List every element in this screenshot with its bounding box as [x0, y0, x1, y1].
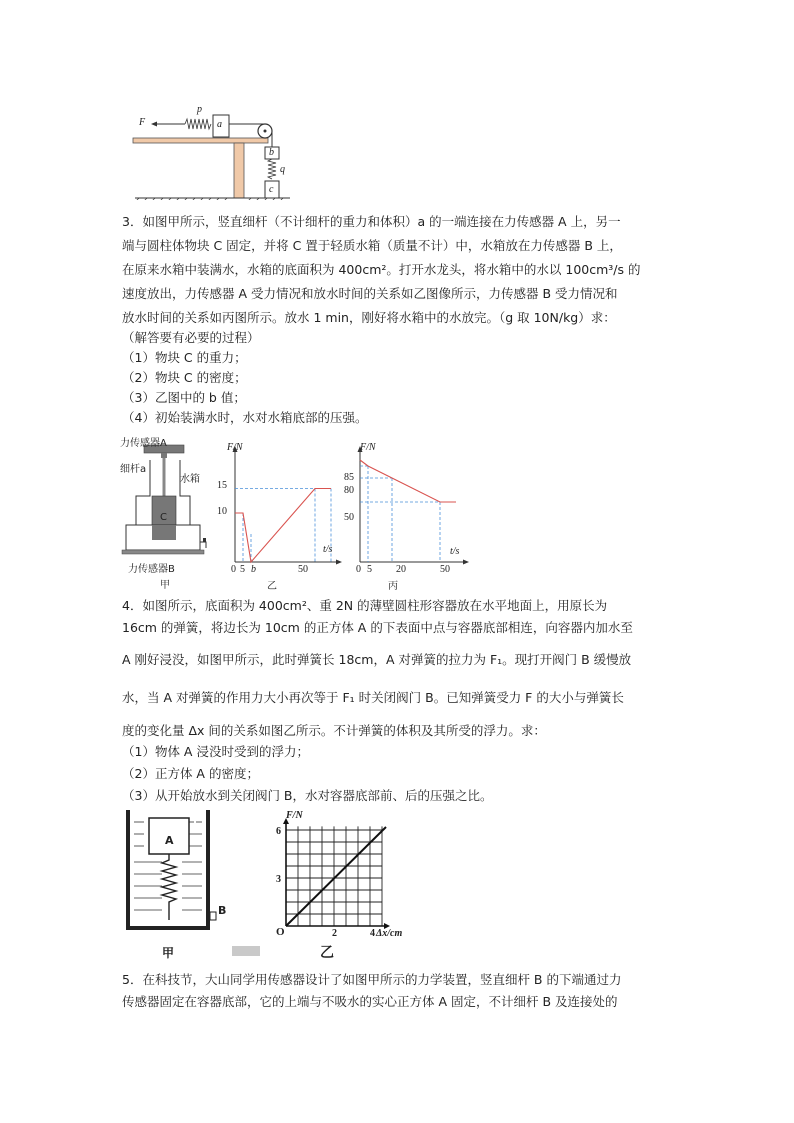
caption-jia: 甲: [160, 580, 170, 591]
q3-line: 放水时间的关系如丙图所示。放水 1 min，刚好将水箱中的水放完。（g 取 10N/kg）求：: [122, 310, 616, 325]
q3-line: （1）物块 C 的重力；: [122, 350, 247, 365]
q3-line: 3．如图甲所示，竖直细杆（不计细杆的重力和体积）a 的一端连接在力传感器 A 上，另一: [122, 214, 621, 229]
figure-spring-pulley: [125, 100, 295, 200]
x-axis-label: Δx/cm: [376, 928, 403, 939]
y-tick-label: 6: [276, 826, 281, 837]
y-tick-label: 15: [217, 480, 227, 491]
y-tick-label: 10: [217, 506, 227, 517]
label-p: p: [197, 104, 202, 115]
x-tick-label: b: [251, 564, 256, 575]
chart-grid-svg: [270, 814, 410, 964]
x-axis-label: t/s: [450, 546, 460, 557]
series-line: [360, 460, 456, 502]
y-tick-label: 85: [344, 472, 354, 483]
caption-yi: 乙: [320, 945, 334, 961]
q3-chart-bing: [342, 440, 472, 590]
q4-line: 16cm 的弹簧，将边长为 10cm 的正方体 A 的下表面中点与容器底部相连，向容器内加水至: [122, 620, 633, 635]
label-c: c: [269, 184, 274, 195]
q3-line: （3）乙图中的 b 值；: [122, 390, 246, 405]
x-tick-label: 5: [240, 564, 245, 575]
q3-line: 速度放出，力传感器 A 受力情况和放水时间的关系如乙图像所示，力传感器 B 受力情况和: [122, 286, 618, 301]
label-valve-b: B: [218, 904, 227, 917]
label-sensor-a: 力传感器A: [120, 438, 167, 449]
q5-line: 5．在科技节，大山同学用传感器设计了如图甲所示的力学装置，竖直细杆 B 的下端通过力: [122, 972, 622, 987]
q4-figure-jia: [122, 808, 232, 964]
label-block-a: A: [165, 834, 174, 847]
q4-line: （1）物体 A 浸没时受到的浮力；: [122, 744, 309, 759]
q3-line: 端与圆柱体物块 C 固定，并将 C 置于轻质水箱（质量不计）中，水箱放在力传感器 B 上，: [122, 238, 622, 253]
q3-figure-jia: [118, 432, 210, 591]
x-tick-label: 50: [298, 564, 308, 575]
q3-line: （2）物块 C 的密度；: [122, 370, 247, 385]
x-tick-label: 20: [396, 564, 406, 575]
q4-line: 度的变化量 Δx 间的关系如图乙所示。不计弹簧的体积及其所受的浮力。求：: [122, 723, 546, 738]
y-tick-label: 80: [344, 485, 354, 496]
y-axis-label: F/N: [227, 442, 243, 453]
x-tick-label: 5: [367, 564, 372, 575]
label-rod-a: 细杆a: [120, 464, 147, 475]
q4-line: （3）从开始放水到关闭阀门 B，水对容器底部前、后的压强之比。: [122, 788, 493, 803]
x-tick-label: 4: [370, 928, 375, 939]
q4-chart-yi: [270, 810, 410, 964]
label-sensor-b: 力传感器B: [128, 564, 175, 575]
origin-label: O: [276, 926, 285, 938]
q3-line: （4）初始装满水时，水对水箱底部的压强。: [122, 410, 368, 425]
label-F: F: [139, 117, 146, 128]
label-tank: 水箱: [180, 474, 200, 485]
x-tick-label: 0: [356, 564, 361, 575]
q4-line: （2）正方体 A 的密度；: [122, 766, 259, 781]
caption-jia: 甲: [162, 946, 175, 960]
caption-yi: 乙: [267, 581, 277, 592]
y-axis-label: F/N: [286, 810, 303, 821]
x-tick-label: 50: [440, 564, 450, 575]
q3-line: 在原来水箱中装满水，水箱的底面积为 400cm²。打开水龙头，将水箱中的水以 100cm³/s 的: [122, 262, 641, 277]
label-b: b: [269, 147, 274, 158]
label-a: a: [217, 119, 222, 130]
series-line: [235, 489, 331, 563]
container-drawing: [122, 808, 232, 964]
chart-bing-svg: [342, 440, 472, 590]
label-block-c: C: [160, 512, 167, 523]
y-tick-label: 3: [276, 874, 281, 885]
label-q: q: [280, 164, 285, 175]
x-tick-label: 0: [231, 564, 236, 575]
q4-line: A 刚好浸没，如图甲所示，此时弹簧长 18cm，A 对弹簧的拉力为 F₁。现打开阀门 B 缓慢放: [122, 652, 632, 667]
x-axis-label: t/s: [323, 544, 333, 555]
caption-bing: 丙: [388, 581, 398, 592]
y-axis-label: F/N: [360, 442, 376, 453]
q3-chart-yi: [215, 440, 345, 590]
q3-line: （解答要有必要的过程）: [122, 330, 260, 345]
watermark-mark: [232, 946, 260, 956]
q5-line: 传感器固定在容器底部，它的上端与不吸水的实心正方体 A 固定，不计细杆 B 及连接处的: [122, 994, 618, 1009]
q4-line: 水，当 A 对弹簧的作用力大小再次等于 F₁ 时关闭阀门 B。已知弹簧受力 F 的大小与弹簧长: [122, 690, 624, 705]
q4-line: 4．如图所示，底面积为 400cm²、重 2N 的薄壁圆柱形容器放在水平地面上，用原长为: [122, 598, 608, 613]
x-tick-label: 2: [332, 928, 337, 939]
y-tick-label: 50: [344, 512, 354, 523]
